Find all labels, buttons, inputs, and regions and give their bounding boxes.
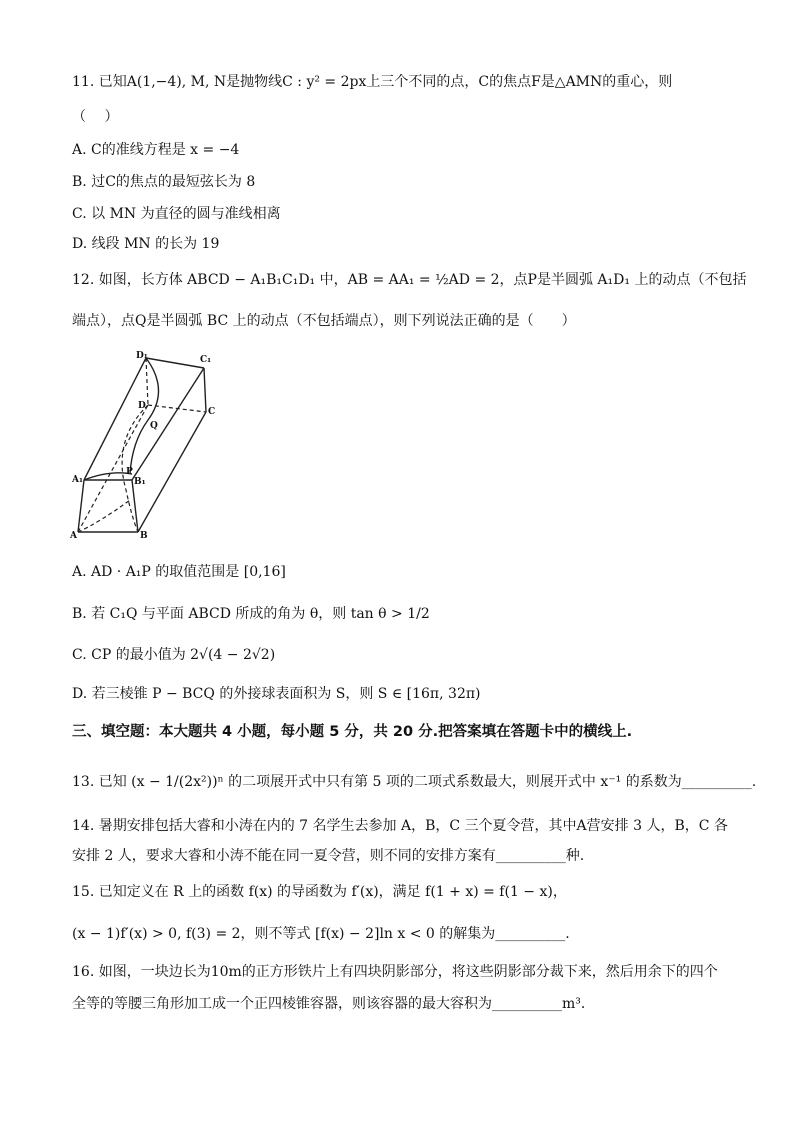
label-p: P — [126, 467, 133, 477]
q11-option-a: A. C的准线方程是 x = −4 — [72, 142, 240, 158]
label-c1: C₁ — [200, 355, 212, 365]
q12-stem-line2: 端点），点Q是半圆弧 BC 上的动点（不包括端点），则下列说法正确的是（ ） — [72, 313, 576, 329]
q13-text: 13. 已知 (x − 1/(2x²))ⁿ 的二项展开式中只有第 5 项的二项式系数最大，则展开式中 x⁻¹ 的系数为__________. — [72, 774, 757, 790]
label-d1: D₁ — [136, 351, 148, 361]
q12-option-c: C. CP 的最小值为 2√(4 − 2√2) — [72, 647, 276, 663]
edge-b-c — [138, 412, 206, 532]
hidden-arc — [78, 500, 130, 532]
edge-a1-a — [78, 480, 84, 532]
hidden-edge-d1-d — [146, 358, 148, 405]
label-b1: B₁ — [134, 477, 146, 487]
edge-c1-c — [204, 368, 206, 412]
edge-d1-c1 — [146, 358, 204, 368]
q14-line2: 安排 2 人，要求大睿和小涛不能在同一夏令营，则不同的安排方案有__________种. — [72, 848, 585, 864]
semicircle-p — [130, 358, 159, 474]
q12-option-b: B. 若 C₁Q 与平面 ABCD 所成的角为 θ，则 tan θ > 1/2 — [72, 606, 430, 622]
cuboid-figure — [70, 350, 220, 545]
q11-option-d: D. 线段 MN 的长为 19 — [72, 236, 220, 252]
q12-stem-line1: 12. 如图，长方体 ABCD − A₁B₁C₁D₁ 中，AB = AA₁ = ½AD = 2，点P是半圆弧 A₁D₁ 上的动点（不包括 — [72, 272, 747, 288]
q16-line1: 16. 如图，一块边长为10m的正方形铁片上有四块阴影部分，将这些阴影部分裁下来，然后用余下的四个 — [72, 964, 718, 980]
section-3-heading: 三、填空题：本大题共 4 小题，每小题 5 分，共 20 分.把答案填在答题卡中的横线上. — [72, 724, 633, 740]
label-d: D — [138, 401, 146, 411]
q11-stem: 11. 已知A(1,−4), M, N是抛物线C : y² = 2px上三个不同的点，C的焦点F是△AMN的重心，则 — [72, 74, 673, 90]
q11-paren: （ ） — [72, 109, 119, 125]
q14-line1: 14. 暑期安排包括大睿和小涛在内的 7 名学生去参加 A，B，C 三个夏令营，其中A营安排 3 人，B，C 各 — [72, 818, 728, 834]
label-b: B — [140, 531, 148, 541]
label-q: Q — [150, 421, 158, 431]
q16-line2: 全等的等腰三角形加工成一个正四棱锥容器，则该容器的最大容积为__________m³. — [72, 996, 586, 1012]
q11-option-c: C. 以 MN 为直径的圆与准线相离 — [72, 206, 281, 222]
q11-option-b: B. 过C的焦点的最短弦长为 8 — [72, 174, 256, 190]
q12-option-a: A. AD · A₁P 的取值范围是 [0,16] — [72, 564, 286, 580]
label-a: A — [70, 531, 77, 541]
label-a1: A₁ — [72, 475, 83, 485]
label-c: C — [208, 407, 216, 417]
q12-option-d: D. 若三棱锥 P − BCQ 的外接球表面积为 S，则 S ∈ [16π, 32π) — [72, 686, 481, 702]
q15-line2: (x − 1)f′(x) > 0, f(3) = 2，则不等式 [f(x) − 2]ln x < 0 的解集为__________. — [72, 926, 570, 942]
q15-line1: 15. 已知定义在 R 上的函数 f(x) 的导函数为 f′(x)，满足 f(1 + x) = f(1 − x)， — [72, 884, 567, 900]
edge-b1-c1 — [132, 368, 204, 480]
